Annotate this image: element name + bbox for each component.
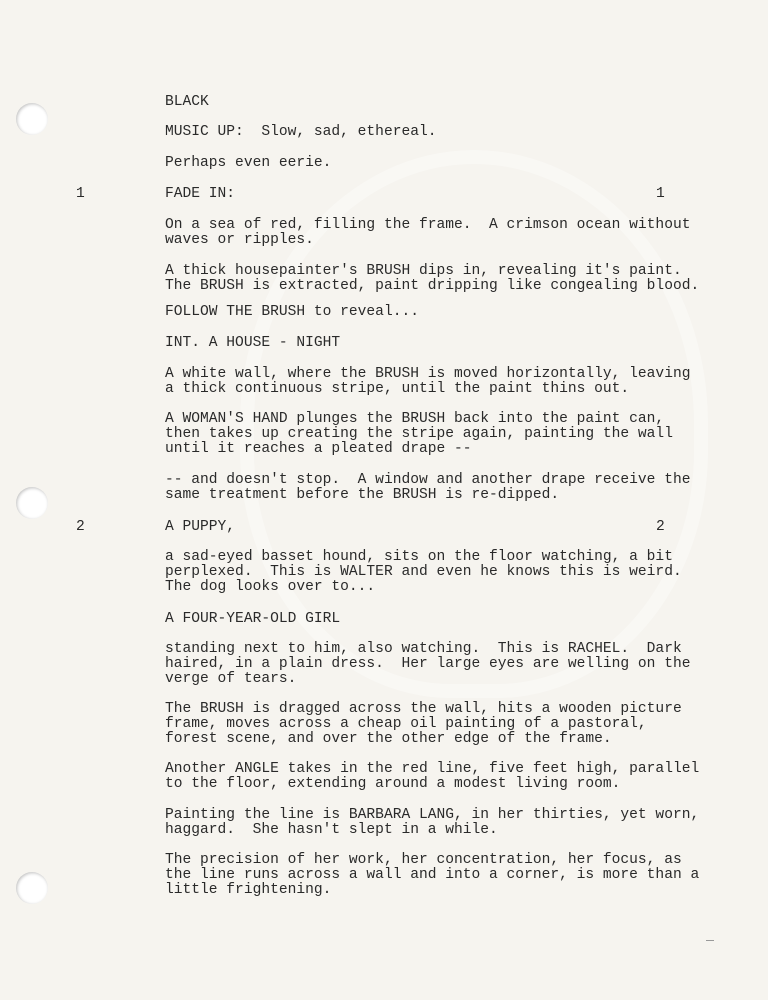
action-paragraph: FOLLOW THE BRUSH to reveal... — [165, 304, 419, 320]
scene-number-left: 1 — [76, 186, 85, 202]
action-paragraph: The BRUSH is dragged across the wall, hits a wooden picture frame, moves across a cheap oil painting of a pastoral, forest scene, and over the other edge of the frame. — [165, 701, 682, 747]
pencil-mark — [706, 940, 714, 941]
action-eerie: Perhaps even eerie. — [165, 155, 332, 171]
punch-hole-bottom — [16, 872, 48, 904]
scene-number-left: 2 — [76, 519, 85, 535]
shot-puppy: A PUPPY, — [165, 519, 236, 535]
action-paragraph: Another ANGLE takes in the red line, five feet high, parallel to the floor, extending around a modest living room. — [165, 761, 700, 792]
action-paragraph: The precision of her work, her concentration, her focus, as the line runs across a wall and into a corner, is more than a little frightening. — [165, 852, 700, 898]
action-paragraph: -- and doesn't stop. A window and another drape receive the same treatment before the BRUSH is re-dipped. — [165, 472, 691, 503]
action-paragraph: A WOMAN'S HAND plunges the BRUSH back into the paint can, then takes up creating the stripe again, painting the wall until it reaches a pleated drape -- — [165, 411, 673, 457]
action-paragraph: On a sea of red, filling the frame. A crimson ocean without waves or ripples. — [165, 217, 691, 248]
action-paragraph: A white wall, where the BRUSH is moved horizontally, leaving a thick continuous stripe, until the paint thins out. — [165, 366, 691, 397]
scene-number-right: 1 — [656, 186, 665, 202]
transition-fade-in: FADE IN: — [165, 186, 236, 202]
music-cue: MUSIC UP: Slow, sad, ethereal. — [165, 124, 437, 140]
action-paragraph: Painting the line is BARBARA LANG, in her thirties, yet worn, haggard. She hasn't slept in a while. — [165, 807, 700, 838]
action-paragraph: a sad-eyed basset hound, sits on the floor watching, a bit perplexed. This is WALTER and even he knows this is weird. The dog looks over to... — [165, 549, 682, 595]
shot-girl: A FOUR-YEAR-OLD GIRL — [165, 611, 341, 627]
scene-number-right: 2 — [656, 519, 665, 535]
transition-black: BLACK — [165, 94, 209, 110]
punch-hole-top — [16, 103, 48, 135]
action-paragraph: standing next to him, also watching. This is RACHEL. Dark haired, in a plain dress. Her large eyes are welling on the verge of tears. — [165, 641, 691, 687]
action-paragraph: A thick housepainter's BRUSH dips in, revealing it's paint. The BRUSH is extracted, paint dripping like congealing blood. — [165, 263, 700, 294]
punch-hole-middle — [16, 487, 48, 519]
scene-heading: INT. A HOUSE - NIGHT — [165, 335, 341, 351]
